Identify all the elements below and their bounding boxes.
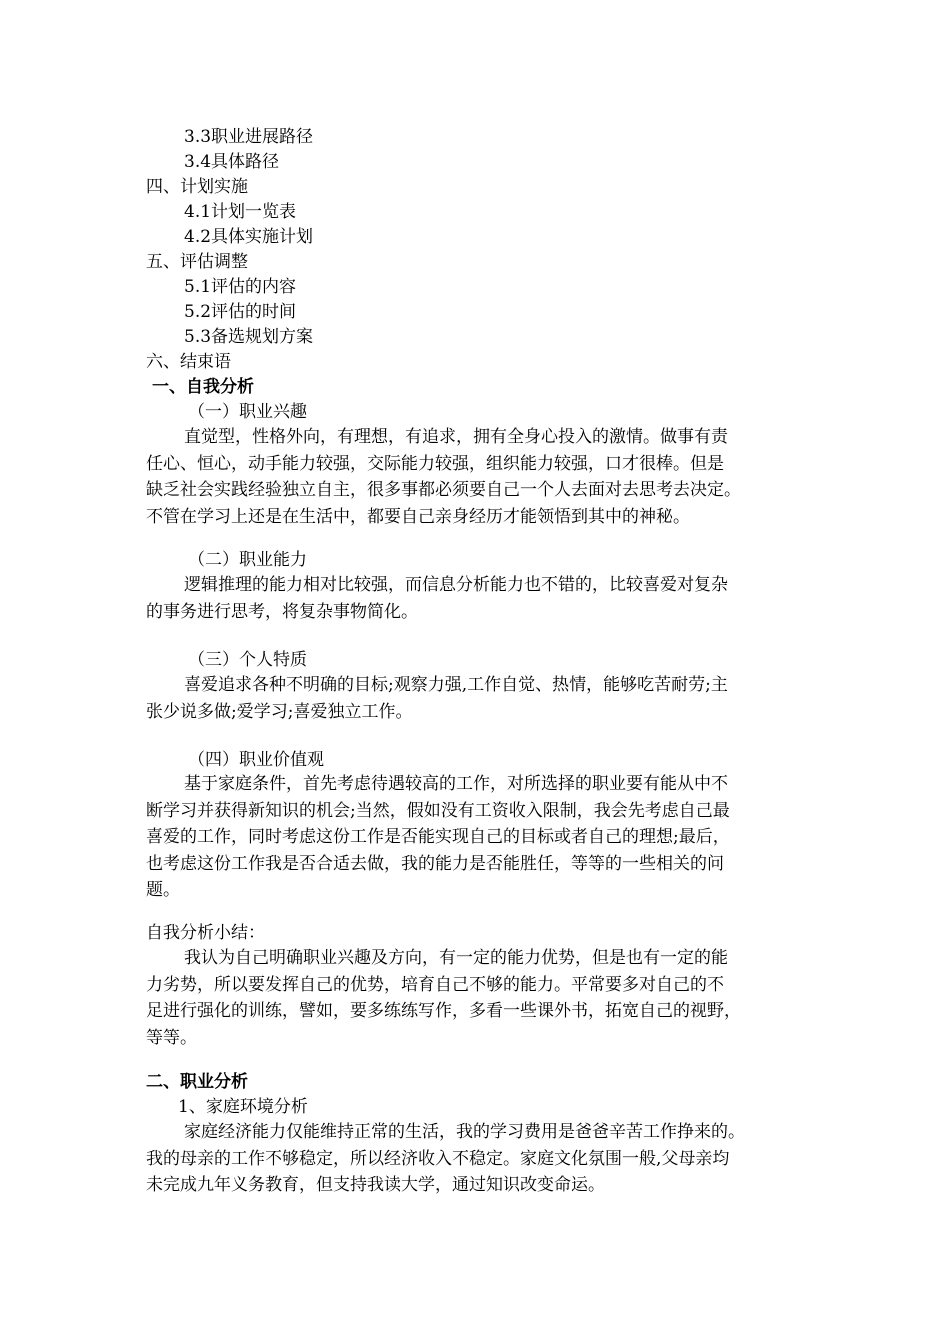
toc-item-3-4: 3.4具体路径 (184, 152, 280, 172)
section-heading-self-analysis: 一、自我分析 (152, 377, 254, 397)
toc-item-5-3: 5.3备选规划方案 (184, 327, 314, 347)
text-line: 不管在学习上还是在生活中，都要自己亲身经历才能领悟到其中的神秘。 (146, 506, 690, 527)
subsection-title-interest: （一）职业兴趣 (188, 402, 307, 422)
text-line: 也考虑这份工作我是否合适去做，我的能力是否能胜任，等等的一些相关的问 (146, 853, 724, 874)
text-line: 断学习并获得新知识的机会;当然，假如没有工资收入限制，我会先考虑自己最 (146, 800, 730, 821)
text-line: 缺乏社会实践经验独立自主，很多事都必须要自己一个人去面对去思考去决定。 (146, 480, 741, 500)
text-line: 张少说多做;爱学习;喜爱独立工作。 (146, 701, 413, 722)
toc-section-6: 六、结束语 (146, 352, 231, 372)
text-line: 喜爱的工作，同时考虑这份工作是否能实现自己的目标或者自己的理想;最后， (146, 827, 730, 847)
toc-section-5: 五、评估调整 (146, 252, 248, 272)
text-line: 逻辑推理的能力相对比较强，而信息分析能力也不错的，比较喜爱对复杂 (184, 575, 728, 595)
subsection-title-family: 1、家庭环境分析 (178, 1097, 308, 1117)
paragraph-interest (146, 424, 806, 530)
subsection-title-ability: （二）职业能力 (188, 550, 307, 570)
subsection-title-values: （四）职业价值观 (188, 750, 324, 770)
text-line: 直觉型，性格外向，有理想，有追求，拥有全身心投入的激情。做事有责 (184, 427, 728, 447)
text-line: 家庭经济能力仅能维持正常的生活，我的学习费用是爸爸辛苦工作挣来的。 (184, 1122, 745, 1142)
text-line: 我认为自己明确职业兴趣及方向，有一定的能力优势，但是也有一定的能 (184, 948, 728, 968)
text-line: 等等。 (146, 1027, 197, 1048)
text-line: 足进行强化的训练，譬如，要多练练写作，多看一些课外书，拓宽自己的视野， (146, 1001, 741, 1021)
section-heading-career-analysis: 二、职业分析 (146, 1072, 248, 1092)
text-line: 任心、恒心，动手能力较强，交际能力较强，组织能力较强，口才很棒。但是 (146, 453, 724, 474)
subsection-title-traits: （三）个人特质 (188, 650, 307, 670)
paragraph-summary (146, 945, 806, 1051)
text-line: 我的母亲的工作不够稳定，所以经济收入不稳定。家庭文化氛围一般,父母亲均 (146, 1148, 730, 1169)
text-line: 题。 (146, 880, 180, 900)
text-line: 喜爱追求各种不明确的目标;观察力强,工作自觉、热情，能够吃苦耐劳;主 (184, 675, 728, 695)
toc-item-5-1: 5.1评估的内容 (184, 277, 297, 297)
text-line: 的事务进行思考，将复杂事物简化。 (146, 601, 418, 622)
paragraph-values (146, 771, 806, 904)
toc-item-4-2: 4.2具体实施计划 (184, 227, 314, 247)
text-line: 力劣势，所以要发挥自己的优势，培育自己不够的能力。平常要多对自己的不 (146, 974, 724, 995)
paragraph-ability (146, 572, 806, 625)
toc-item-4-1: 4.1计划一览表 (184, 202, 297, 222)
summary-title: 自我分析小结： (146, 923, 265, 943)
paragraph-traits (146, 672, 806, 725)
toc-section-4: 四、计划实施 (146, 177, 248, 197)
paragraph-family (146, 1119, 806, 1199)
toc-item-3-3: 3.3职业进展路径 (184, 127, 314, 147)
text-line: 基于家庭条件，首先考虑待遇较高的工作，对所选择的职业要有能从中不 (184, 774, 728, 794)
text-line: 未完成九年义务教育，但支持我读大学，通过知识改变命运。 (146, 1175, 605, 1195)
toc-item-5-2: 5.2评估的时间 (184, 302, 297, 322)
